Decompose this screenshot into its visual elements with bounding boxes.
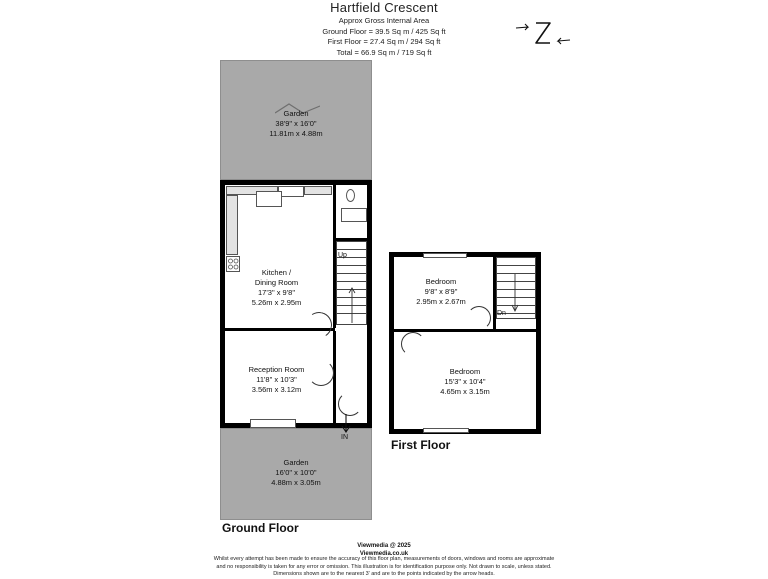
disclaimer-line-2: and no responsibility is taken for any error or omission. This illustration is for identification purpose only. Not drawn to scale, unless stated. bbox=[216, 563, 552, 570]
bedroom-rear-name: Bedroom bbox=[425, 277, 457, 286]
front-garden-dims-metric: 4.88m x 3.05m bbox=[271, 478, 321, 487]
area-summary bbox=[0, 16, 768, 58]
garden-path-outline bbox=[220, 158, 372, 182]
stair-tread bbox=[337, 281, 367, 282]
wall-right-first bbox=[536, 252, 541, 434]
stairs-up-arrow-icon bbox=[348, 285, 356, 323]
wall-top-ground bbox=[220, 180, 372, 185]
rear-garden-label bbox=[220, 109, 372, 139]
bedroom-front-label bbox=[389, 367, 541, 397]
area-line-4: Total = 66.9 Sq m / 719 Sq ft bbox=[336, 47, 432, 57]
page-title: Hartfield Crescent bbox=[330, 0, 438, 15]
door-arc-bedroom-rear bbox=[467, 306, 491, 330]
stairs-up-label: Up bbox=[338, 252, 347, 259]
window-front-bedroom bbox=[423, 428, 469, 433]
brand-line-2: Viewmedia.co.uk bbox=[359, 551, 409, 557]
kitchen-unit-left bbox=[226, 195, 238, 255]
front-garden-name: Garden bbox=[283, 458, 309, 467]
bedroom-front-name: Bedroom bbox=[449, 367, 481, 376]
rear-garden-name: Garden bbox=[283, 109, 309, 118]
bedroom-rear-dims-metric: 2.95m x 2.67m bbox=[416, 297, 466, 306]
reception-room-dims-metric: 3.56m x 3.12m bbox=[251, 385, 302, 394]
kitchen-dining-name-line1: Kitchen / bbox=[261, 268, 292, 277]
disclaimer-text bbox=[0, 556, 768, 579]
rear-garden-dims-metric: 11.81m x 4.88m bbox=[269, 129, 323, 138]
front-garden-dims-imperial: 16'0" x 10'0" bbox=[275, 468, 317, 477]
bedroom-rear-dims-imperial: 9'8" x 8'9" bbox=[424, 287, 458, 296]
compass-icon bbox=[508, 16, 578, 50]
brand-line-1: Viewmedia @ 2025 bbox=[357, 543, 411, 549]
ground-floor-title: Ground Floor bbox=[222, 521, 299, 535]
ground-floor-plan bbox=[220, 60, 372, 520]
window-rear-bedroom bbox=[423, 253, 467, 258]
door-arc-bedroom-front bbox=[401, 332, 425, 356]
kitchen-window-rear bbox=[256, 191, 282, 207]
reception-room-label bbox=[220, 365, 333, 395]
kitchen-dining-dims-metric: 5.26m x 2.95m bbox=[251, 298, 302, 307]
stair-tread bbox=[337, 273, 367, 274]
entrance-arrow-icon bbox=[339, 412, 353, 434]
bath-fixture bbox=[341, 208, 367, 222]
stair-tread bbox=[337, 249, 367, 250]
wall-right-ground bbox=[367, 180, 372, 428]
area-line-1: Approx Gross Internal Area bbox=[338, 16, 430, 25]
first-floor-plan bbox=[389, 252, 541, 434]
kitchen-dining-label bbox=[220, 268, 333, 308]
first-floor-title: First Floor bbox=[391, 438, 451, 452]
stair-tread-first bbox=[497, 265, 536, 266]
bedroom-front-dims-metric: 4.65m x 3.15m bbox=[440, 387, 490, 396]
reception-room-name: Reception Room bbox=[248, 365, 305, 374]
disclaimer-line-3: Dimensions shown are to the nearest 3' and are to the points indicated by the arrow heads. bbox=[273, 571, 495, 577]
wc-fixture bbox=[346, 189, 355, 202]
kitchen-counter-top-right bbox=[304, 186, 332, 195]
reception-room-dims-imperial: 11'8" x 10'3" bbox=[256, 375, 297, 384]
stairs-down-arrow-icon bbox=[511, 274, 519, 314]
stair-tread bbox=[337, 265, 367, 266]
disclaimer-line-1: Whilst every attempt has been made to ensure the accuracy of this floor plan, measurements of doors, windows and rooms are approximate bbox=[213, 556, 555, 562]
wall-hall-vertical-lower bbox=[333, 331, 336, 423]
kitchen-dining-dims-imperial: 17'3" x 9'8" bbox=[258, 288, 295, 297]
kitchen-dining-name-line2: Dining Room bbox=[254, 278, 299, 287]
bedroom-front-dims-imperial: 15'3" x 10'4" bbox=[444, 377, 486, 386]
area-line-3: First Floor = 27.4 Sq m / 294 Sq ft bbox=[327, 37, 441, 46]
stairs-down-label: Dn bbox=[497, 310, 506, 317]
front-window bbox=[250, 419, 296, 428]
entrance-label: IN bbox=[341, 434, 348, 441]
bedroom-rear-label bbox=[389, 277, 493, 307]
front-garden-label bbox=[220, 458, 372, 488]
rear-garden-dims-imperial: 38'9" x 16'0" bbox=[275, 119, 317, 128]
area-line-2: Ground Floor = 39.5 Sq m / 425 Sq ft bbox=[322, 26, 446, 36]
